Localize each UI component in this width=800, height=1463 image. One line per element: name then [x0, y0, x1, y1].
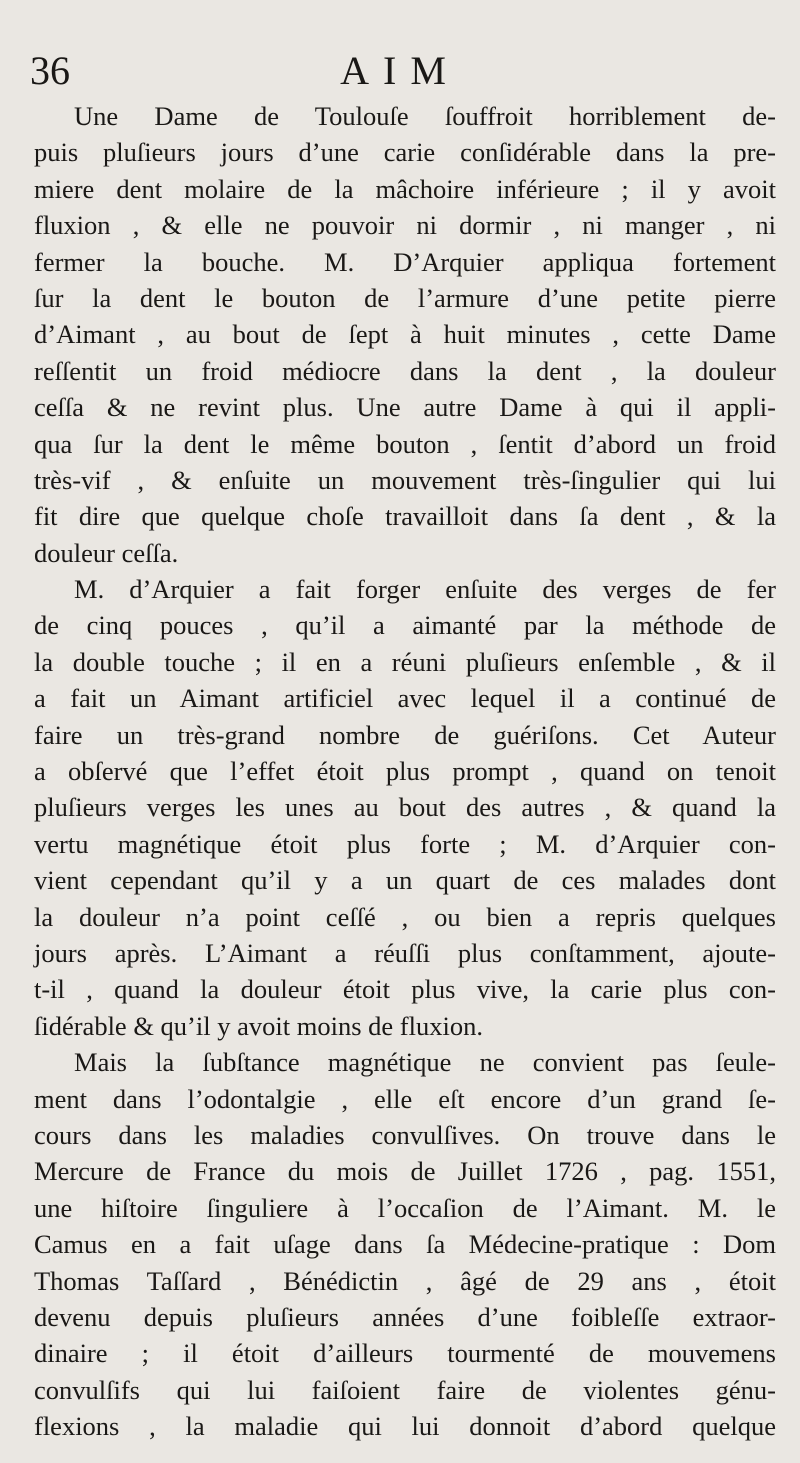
text-line: fluxion , & elle ne pouvoir ni dormir , ni manger , ni: [34, 210, 776, 241]
text-line: la douleur n’a point ceſſé , ou bien a repris quelques: [34, 901, 776, 932]
text-line: Thomas Taſſard , Bénédictin , âgé de 29 ans , étoit: [34, 1265, 776, 1296]
text-line: vient cependant qu’il y a un quart de ces malades dont: [34, 865, 776, 896]
text-line: M. d’Arquier a fait forger enſuite des verges de fer: [74, 574, 776, 605]
text-line: t-il , quand la douleur étoit plus vive, la carie plus con-: [34, 974, 776, 1005]
text-line: convulſifs qui lui faiſoient faire de violentes génu-: [34, 1374, 776, 1405]
text-line: ſidérable & qu’il y avoit moins de fluxion.: [34, 1010, 483, 1041]
text-line: qua ſur la dent le même bouton , ſentit d’abord un froid: [34, 428, 776, 459]
text-line: miere dent molaire de la mâchoire inférieure ; il y avoit: [34, 173, 776, 204]
body-text: [34, 98, 776, 1444]
text-line: Mercure de France du mois de Juillet 1726 , pag. 1551,: [34, 1156, 776, 1187]
text-line: Une Dame de Toulouſe ſouffroit horriblement de-: [74, 101, 776, 131]
text-line: ſur la dent le bouton de l’armure d’une petite pierre: [34, 282, 776, 313]
text-line: a obſervé que l’effet étoit plus prompt , quand on tenoit: [34, 756, 776, 787]
text-line: faire un très-grand nombre de guériſons. Cet Auteur: [34, 719, 776, 750]
text-line: flexions , la maladie qui lui donnoit d’abord quelque: [34, 1411, 776, 1442]
text-line: puis pluſieurs jours d’une carie conſidérable dans la pre-: [34, 137, 776, 168]
text-line: jours après. L’Aimant a réuſſi plus conſtamment, ajoute-: [34, 937, 776, 968]
page-number: 36: [30, 48, 70, 93]
text-line: fit dire que quelque choſe travailloit dans ſa dent , & la: [34, 501, 776, 532]
running-head: AIM: [340, 48, 460, 93]
text-line: douleur ceſſa.: [34, 537, 179, 568]
text-line: dinaire ; il étoit d’ailleurs tourmenté de mouvemens: [34, 1338, 776, 1369]
text-line: Mais la ſubſtance magnétique ne convient pas ſeule-: [74, 1047, 776, 1078]
text-line: une hiſtoire ſinguliere à l’occaſion de l’Aimant. M. le: [34, 1192, 776, 1223]
text-line: ment dans l’odontalgie , elle eſt encore d’un grand ſe-: [34, 1083, 776, 1114]
text-line: pluſieurs verges les unes au bout des autres , & quand la: [34, 792, 776, 823]
text-line: très-vif , & enſuite un mouvement très-ſingulier qui lui: [34, 464, 776, 495]
text-line: d’Aimant , au bout de ſept à huit minutes , cette Dame: [34, 319, 776, 350]
text-line: a fait un Aimant artificiel avec lequel il a continué de: [34, 683, 776, 714]
text-line: Camus en a fait uſage dans ſa Médecine-pratique : Dom: [34, 1229, 776, 1260]
text-line: fermer la bouche. M. D’Arquier appliqua fortement: [34, 246, 776, 277]
text-line: cours dans les maladies convulſives. On trouve dans le: [34, 1119, 776, 1150]
text-line: reſſentit un froid médiocre dans la dent , la douleur: [34, 355, 776, 386]
text-line: de cinq pouces , qu’il a aimanté par la méthode de: [34, 610, 776, 641]
text-line: vertu magnétique étoit plus forte ; M. d’Arquier con-: [34, 828, 776, 859]
text-line: la double touche ; il en a réuni pluſieurs enſemble , & il: [34, 646, 776, 677]
text-line: devenu depuis pluſieurs années d’une foibleſſe extraor-: [34, 1301, 776, 1332]
text-line: ceſſa & ne revint plus. Une autre Dame à qui il appli-: [34, 392, 776, 423]
